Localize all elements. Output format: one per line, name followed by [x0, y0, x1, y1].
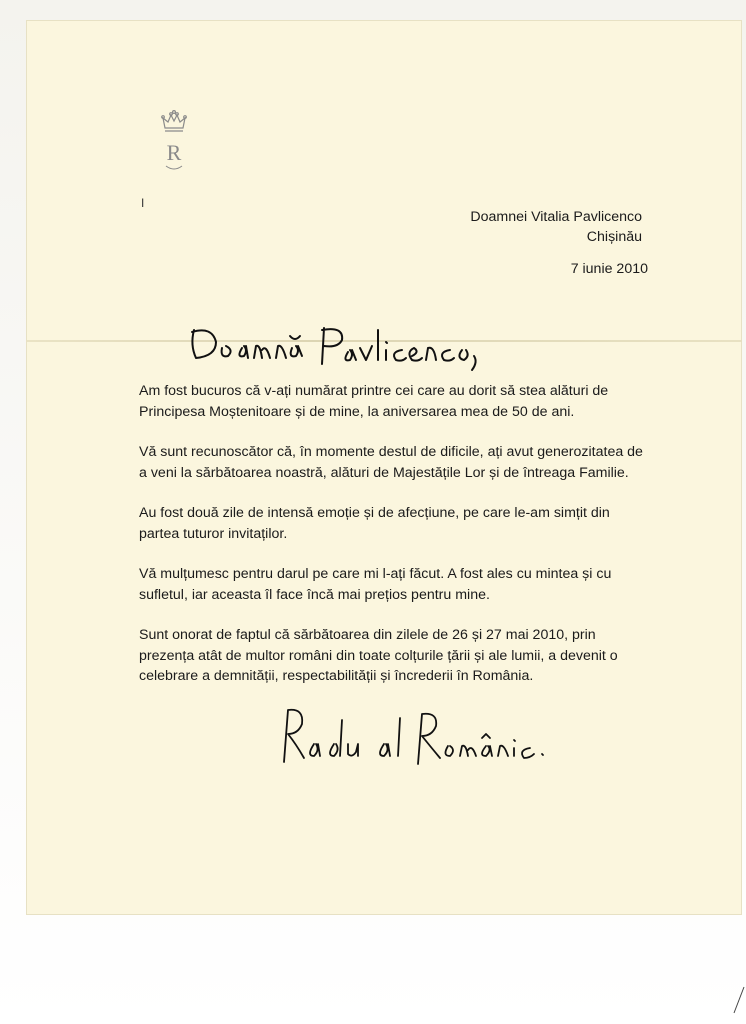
- recipient-city: Chișinău: [586, 229, 642, 245]
- scan-edge-mark: [730, 985, 746, 1015]
- paragraph: Vă sunt recunoscător că, în momente destul de dificile, ați avut generozitatea de a veni la sărbătoarea noastră, alături de Majestățile Lor și de întreaga Familie.: [139, 444, 643, 481]
- royal-crown-monogram-icon: [156, 110, 192, 174]
- paragraph: Sunt onorat de faptul că sărbătoarea din zilele de 26 și 27 mai 2010, prin prezența atât de multor români din toate colțurile țării și ale lumii, a devenit o celebrare a demnității, respectabilității și încrederii în România.: [139, 627, 618, 684]
- paragraph: Au fost două zile de intensă emoție și de afecțiune, pe care le-am simțit din partea tuturor invitaților.: [139, 505, 610, 542]
- paragraph: Am fost bucuros că v-ați numărat printre cei care au dorit să stea alături de Principesa Moștenitoare și de mine, la aniversarea mea de 50 de ani.: [139, 383, 609, 420]
- handwritten-signature: [280, 700, 560, 770]
- letter-date: 7 iunie 2010: [570, 261, 648, 277]
- recipient-name: Doamnei Vitalia Pavlicenco: [470, 209, 642, 225]
- margin-mark: I: [141, 196, 145, 210]
- paragraph: Vă mulțumesc pentru darul pe care mi l-ați făcut. A fost ales cu mintea și cu sufletul, iar aceasta îl face încă mai prețios pentru mine.: [139, 566, 612, 603]
- handwritten-greeting: [182, 300, 482, 380]
- recipient-address: [470, 207, 642, 247]
- monogram-letter: R: [166, 140, 182, 165]
- letter-body: [139, 381, 649, 707]
